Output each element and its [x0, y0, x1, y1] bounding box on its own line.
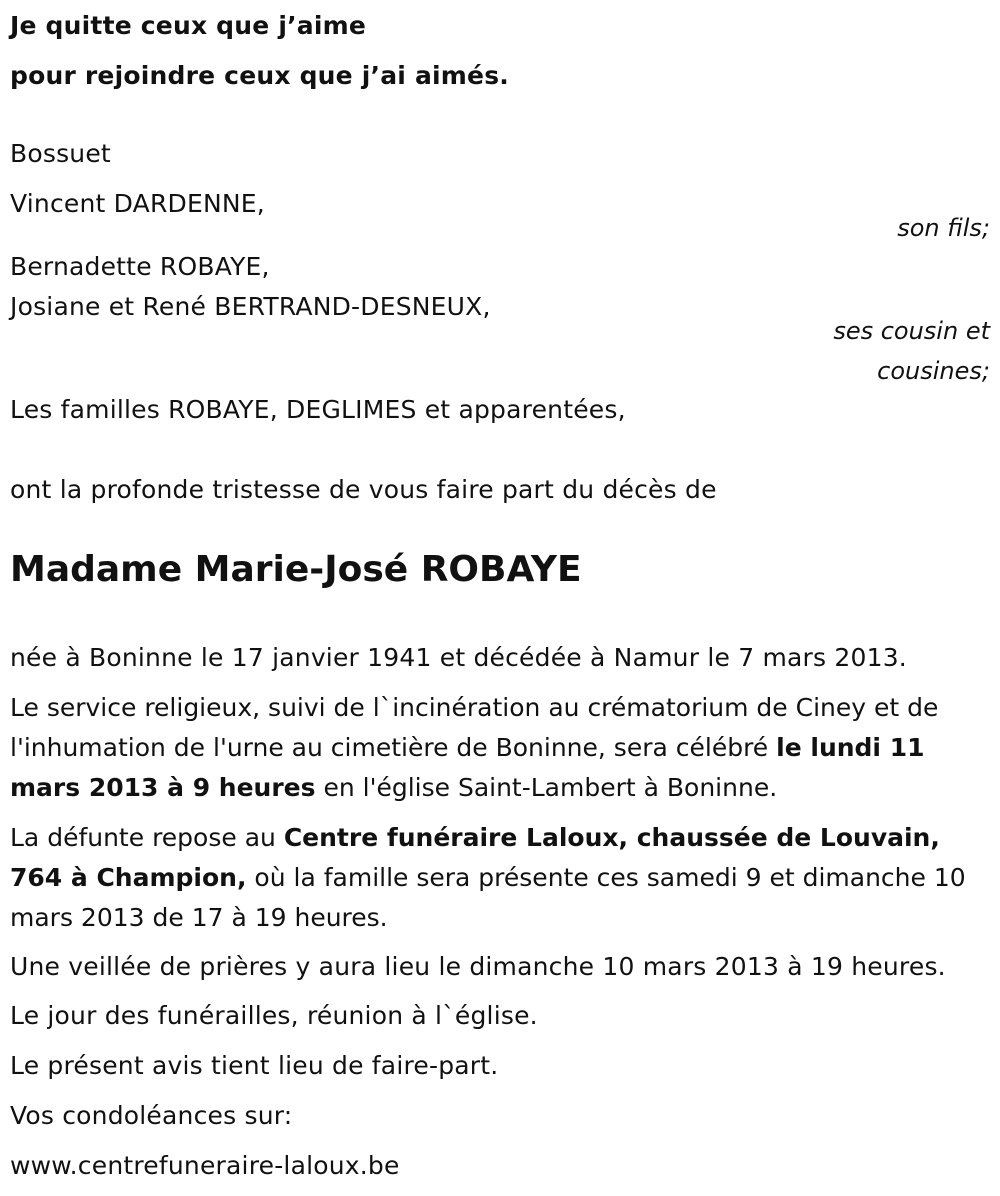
- repose-text-after: où la famille sera présente ces samedi 9 et dimanche 10 mars 2013 de 17 à 19 heures.: [10, 863, 966, 932]
- family-cousins-relation-1: ses cousin et: [833, 317, 990, 345]
- family-son-name: Vincent DARDENNE,: [10, 189, 265, 218]
- birth-death-text: née à Boninne le 17 janvier 1941 et décédée à Namur le 7 mars 2013.: [10, 643, 907, 672]
- family-cousin-1: Bernadette ROBAYE,: [10, 252, 270, 281]
- family-cousin-2: Josiane et René BERTRAND-DESNEUX,: [10, 292, 491, 321]
- service-paragraph: [10, 688, 990, 808]
- epitaph-line-2: pour rejoindre ceux que j’ai aimés.: [10, 61, 509, 90]
- service-text-after: en l'église Saint-Lambert à Boninne.: [315, 773, 778, 802]
- repose-location: Centre funéraire Laloux, chaussée de Louvain, 764 à Champion,: [10, 823, 940, 892]
- epitaph-line-1: Je quitte ceux que j’aime: [10, 11, 367, 40]
- deceased-name: Madame Marie-José ROBAYE: [10, 549, 582, 590]
- service-text-before: Le service religieux, suivi de l`incinération au crématorium de Ciney et de l'inhumation de l'urne au cimetière de Boninne, sera célébré: [10, 693, 939, 762]
- condolences-label: Vos condoléances sur:: [10, 1101, 293, 1130]
- service-date: le lundi 11 mars 2013 à 9 heures: [10, 733, 925, 802]
- family-son-relation: son fils;: [897, 214, 990, 242]
- obituary-notice: [10, 0, 990, 1196]
- meeting-text: Le jour des funérailles, réunion à l`église.: [10, 1001, 538, 1030]
- notice-text: Le présent avis tient lieu de faire-part.: [10, 1051, 499, 1080]
- vigil-text: Une veillée de prières y aura lieu le dimanche 10 mars 2013 à 19 heures.: [10, 952, 946, 981]
- website-link[interactable]: www.centrefuneraire-laloux.be: [10, 1151, 400, 1180]
- announcement-text: ont la profonde tristesse de vous faire part du décès de: [10, 475, 717, 504]
- repose-text-before: La défunte repose au: [10, 823, 284, 852]
- repose-paragraph: [10, 818, 990, 938]
- family-families: Les familles ROBAYE, DEGLIMES et apparentées,: [10, 395, 626, 424]
- family-place: Bossuet: [10, 139, 111, 168]
- family-cousins-relation-2: cousines;: [877, 357, 990, 385]
